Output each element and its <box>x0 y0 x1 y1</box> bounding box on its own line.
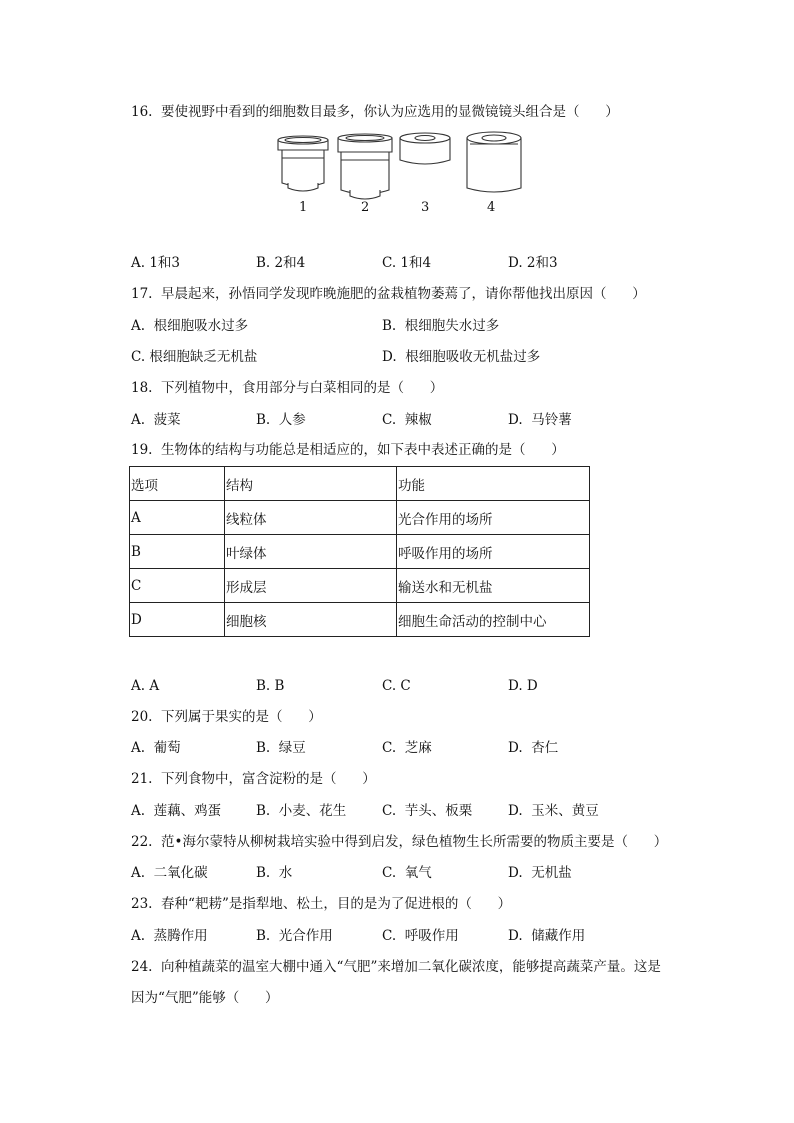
q19-option-b: B. B <box>256 678 285 694</box>
q16-option-b: B. 2和4 <box>256 255 306 271</box>
question-17-stem: 17. 早晨起来，孙悟同学发现昨晚施肥的盆栽植物萎蔫了，请你帮他找出原因（ ） <box>131 286 646 302</box>
q22-option-b: B. 水 <box>256 865 293 881</box>
question-20-stem: 20. 下列属于果实的是（ ） <box>131 709 322 725</box>
question-21-stem: 21. 下列食物中，富含淀粉的是（ ） <box>131 771 376 787</box>
q19-option-c: C. C <box>382 678 411 694</box>
table-header-cell: 结构 <box>225 467 397 501</box>
table-cell: 光合作用的场所 <box>397 501 590 535</box>
figure-label-2: 2 <box>361 200 370 215</box>
q21-option-c: C. 芋头、板栗 <box>382 803 473 819</box>
q18-option-a: A. 菠菜 <box>131 412 181 428</box>
table-cell: 叶绿体 <box>225 535 397 569</box>
q23-option-a: A. 蒸腾作用 <box>131 928 208 944</box>
q19-option-a: A. A <box>131 678 160 694</box>
table-cell: 形成层 <box>225 569 397 603</box>
table-cell: 输送水和无机盐 <box>397 569 590 603</box>
q20-option-c: C. 芝麻 <box>382 740 432 756</box>
q23-option-b: B. 光合作用 <box>256 928 333 944</box>
figure-label-3: 3 <box>421 200 430 215</box>
q20-option-d: D. 杏仁 <box>508 740 559 756</box>
figure-label-4: 4 <box>487 200 496 215</box>
question-16-stem: 16. 要使视野中看到的细胞数目最多，你认为应选用的显微镜镜头组合是（ ） <box>131 104 619 120</box>
question-19-stem: 19. 生物体的结构与功能总是相适应的，如下表中表述正确的是（ ） <box>131 442 565 458</box>
figure-label-1: 1 <box>299 200 308 215</box>
table-row <box>130 535 590 569</box>
lens-4-image <box>467 132 521 192</box>
structure-function-table <box>129 466 590 637</box>
question-22-stem: 22. 范•海尔蒙特从柳树栽培实验中得到启发，绿色植物生长所需要的物质主要是（ ） <box>131 834 668 850</box>
q17-option-c: C. 根细胞缺乏无机盐 <box>131 349 258 365</box>
table-cell: A <box>130 501 225 535</box>
q16-option-a: A. 1和3 <box>131 255 181 271</box>
question-18-stem: 18. 下列植物中，食用部分与白菜相同的是（ ） <box>131 380 444 396</box>
q18-option-c: C. 辣椒 <box>382 412 432 428</box>
q18-option-b: B. 人参 <box>256 412 306 428</box>
table-cell: 呼吸作用的场所 <box>397 535 590 569</box>
q17-option-b: B. 根细胞失水过多 <box>382 318 500 334</box>
table-cell: D <box>130 603 225 637</box>
q17-option-a: A. 根细胞吸水过多 <box>131 318 249 334</box>
q19-option-d: D. D <box>508 678 538 694</box>
table-cell: 细胞核 <box>225 603 397 637</box>
q23-option-d: D. 储藏作用 <box>508 928 586 944</box>
q18-option-d: D. 马铃薯 <box>508 412 572 428</box>
lens-1-image <box>278 136 328 191</box>
q22-option-d: D. 无机盐 <box>508 865 572 881</box>
q22-option-a: A. 二氧化碳 <box>131 865 208 881</box>
q20-option-a: A. 葡萄 <box>131 740 181 756</box>
table-row <box>130 603 590 637</box>
table-cell: 细胞生命活动的控制中心 <box>397 603 590 637</box>
table-header-cell: 功能 <box>397 467 590 501</box>
table-row <box>130 501 590 535</box>
lens-3-image <box>400 133 450 164</box>
lens-2-image <box>338 134 392 199</box>
q17-option-d: D. 根细胞吸收无机盐过多 <box>382 349 541 365</box>
table-cell: B <box>130 535 225 569</box>
question-24-stem-line-2: 因为“气肥”能够（ ） <box>131 990 279 1006</box>
q23-option-c: C. 呼吸作用 <box>382 928 459 944</box>
q16-option-c: C. 1和4 <box>382 255 432 271</box>
table-cell: C <box>130 569 225 603</box>
table-cell: 线粒体 <box>225 501 397 535</box>
q22-option-c: C. 氧气 <box>382 865 432 881</box>
q21-option-a: A. 莲藕、鸡蛋 <box>131 803 222 819</box>
table-header-row <box>130 467 590 501</box>
table-header-cell: 选项 <box>130 467 225 501</box>
q21-option-b: B. 小麦、花生 <box>256 803 347 819</box>
question-24-stem-line-1: 24. 向种植蔬菜的温室大棚中通入“气肥”来增加二氧化碳浓度，能够提高蔬菜产量。这是 <box>131 959 661 975</box>
q21-option-d: D. 玉米、黄豆 <box>508 803 599 819</box>
table-row <box>130 569 590 603</box>
question-23-stem: 23. 春种“耙耢”是指犁地、松土，目的是为了促进根的（ ） <box>131 896 512 912</box>
q20-option-b: B. 绿豆 <box>256 740 306 756</box>
q16-option-d: D. 2和3 <box>508 255 558 271</box>
